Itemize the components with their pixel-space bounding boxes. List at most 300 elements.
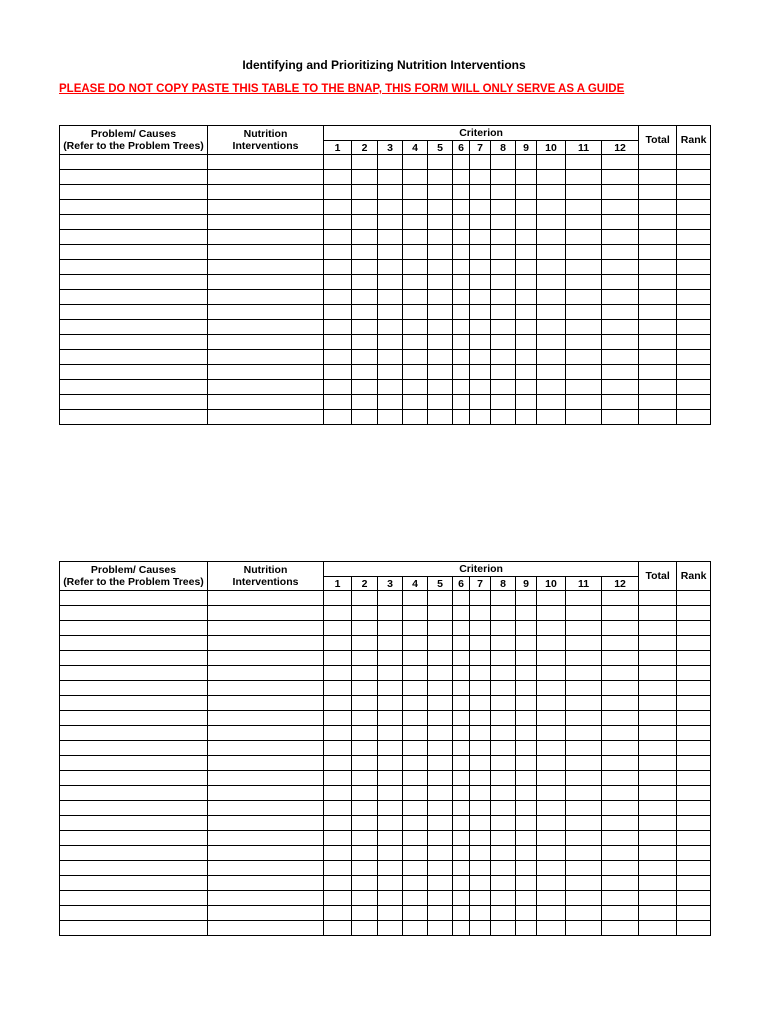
table-cell: [677, 305, 711, 320]
table-cell: [378, 591, 403, 606]
table-cell: [516, 651, 537, 666]
table-cell: [60, 756, 208, 771]
table-cell: [491, 726, 516, 741]
table-cell: [537, 155, 566, 170]
table-cell: [602, 636, 639, 651]
table-cell: [516, 245, 537, 260]
table-cell: [470, 350, 491, 365]
table-cell: [208, 200, 324, 215]
table-cell: [60, 155, 208, 170]
table-row: [60, 711, 711, 726]
criterion-3: 3: [378, 577, 403, 591]
table-cell: [60, 170, 208, 185]
table-cell: [208, 290, 324, 305]
table-cell: [378, 726, 403, 741]
table-cell: [403, 365, 428, 380]
criterion-11: 11: [566, 577, 602, 591]
table-cell: [537, 921, 566, 936]
table-cell: [602, 711, 639, 726]
table-cell: [324, 801, 352, 816]
table-cell: [516, 786, 537, 801]
table-row: [60, 816, 711, 831]
table-cell: [470, 891, 491, 906]
table-cell: [537, 245, 566, 260]
table-cell: [602, 666, 639, 681]
table-cell: [378, 786, 403, 801]
table-cell: [639, 666, 677, 681]
table-cell: [516, 170, 537, 185]
table-cell: [428, 305, 453, 320]
table-cell: [60, 230, 208, 245]
table-cell: [60, 666, 208, 681]
table-cell: [470, 260, 491, 275]
table-cell: [352, 771, 378, 786]
table-cell: [537, 831, 566, 846]
table-cell: [566, 816, 602, 831]
table-cell: [491, 395, 516, 410]
table-cell: [208, 666, 324, 681]
table-cell: [566, 726, 602, 741]
header-problem-causes: [60, 126, 208, 155]
table-cell: [602, 260, 639, 275]
table-cell: [453, 365, 470, 380]
table-cell: [428, 756, 453, 771]
table-cell: [566, 801, 602, 816]
table-cell: [491, 786, 516, 801]
table-cell: [677, 876, 711, 891]
table-cell: [453, 786, 470, 801]
table-cell: [537, 290, 566, 305]
table-cell: [677, 906, 711, 921]
table-row: [60, 591, 711, 606]
table-cell: [403, 636, 428, 651]
table-cell: [602, 320, 639, 335]
table-cell: [378, 185, 403, 200]
table-cell: [352, 816, 378, 831]
table-cell: [677, 831, 711, 846]
table-cell: [453, 621, 470, 636]
table-cell: [208, 215, 324, 230]
table-cell: [491, 696, 516, 711]
table-cell: [516, 756, 537, 771]
table-cell: [639, 335, 677, 350]
table-cell: [324, 350, 352, 365]
criterion-10: 10: [537, 577, 566, 591]
table-row: [60, 801, 711, 816]
table-cell: [453, 185, 470, 200]
table-cell: [428, 365, 453, 380]
header-interventions-line2: Interventions: [232, 576, 299, 588]
table-cell: [403, 591, 428, 606]
criterion-3: 3: [378, 141, 403, 155]
table-cell: [537, 786, 566, 801]
table-cell: [208, 230, 324, 245]
table-cell: [428, 335, 453, 350]
table-cell: [324, 215, 352, 230]
table-cell: [324, 260, 352, 275]
table-cell: [566, 846, 602, 861]
table-cell: [352, 666, 378, 681]
table-cell: [403, 681, 428, 696]
table-cell: [677, 696, 711, 711]
table-cell: [537, 891, 566, 906]
table-cell: [639, 816, 677, 831]
table-cell: [491, 816, 516, 831]
table-cell: [677, 921, 711, 936]
table-cell: [428, 245, 453, 260]
table-cell: [677, 651, 711, 666]
table-cell: [639, 200, 677, 215]
table-cell: [208, 365, 324, 380]
table-cell: [208, 185, 324, 200]
table-cell: [60, 410, 208, 425]
table-cell: [453, 395, 470, 410]
table-cell: [378, 290, 403, 305]
table-cell: [566, 786, 602, 801]
table-cell: [60, 335, 208, 350]
table-cell: [378, 861, 403, 876]
table-cell: [428, 290, 453, 305]
table-cell: [566, 365, 602, 380]
table-cell: [208, 260, 324, 275]
table-cell: [208, 876, 324, 891]
table-cell: [60, 365, 208, 380]
table-cell: [677, 786, 711, 801]
table-cell: [453, 155, 470, 170]
table-cell: [60, 215, 208, 230]
table-cell: [470, 395, 491, 410]
table-cell: [324, 245, 352, 260]
table-cell: [352, 606, 378, 621]
table-cell: [60, 290, 208, 305]
table-cell: [639, 305, 677, 320]
table-cell: [470, 185, 491, 200]
table-cell: [324, 741, 352, 756]
table-cell: [352, 410, 378, 425]
table-cell: [516, 711, 537, 726]
table-cell: [208, 395, 324, 410]
table-cell: [324, 906, 352, 921]
table-row: [60, 365, 711, 380]
table-cell: [516, 696, 537, 711]
table-cell: [453, 305, 470, 320]
table-cell: [491, 290, 516, 305]
table-cell: [60, 350, 208, 365]
table-cell: [428, 801, 453, 816]
table-cell: [60, 696, 208, 711]
criterion-9: 9: [516, 141, 537, 155]
table-cell: [470, 591, 491, 606]
table-cell: [639, 380, 677, 395]
table-cell: [602, 891, 639, 906]
table-cell: [639, 410, 677, 425]
table-cell: [60, 921, 208, 936]
table-cell: [60, 771, 208, 786]
table-cell: [470, 876, 491, 891]
table-cell: [60, 906, 208, 921]
table-cell: [352, 831, 378, 846]
table-cell: [639, 290, 677, 305]
table-cell: [324, 921, 352, 936]
table-row: [60, 666, 711, 681]
table-cell: [677, 726, 711, 741]
table-cell: [491, 921, 516, 936]
table-cell: [352, 245, 378, 260]
table-cell: [566, 155, 602, 170]
table-cell: [677, 245, 711, 260]
table-cell: [537, 876, 566, 891]
criterion-4: 4: [403, 141, 428, 155]
table-row: [60, 335, 711, 350]
table-row: [60, 756, 711, 771]
table-cell: [639, 245, 677, 260]
table-cell: [602, 275, 639, 290]
table-cell: [566, 756, 602, 771]
table-cell: [324, 380, 352, 395]
table-cell: [516, 410, 537, 425]
table-cell: [378, 876, 403, 891]
table-cell: [677, 741, 711, 756]
prioritization-table-2: [59, 561, 711, 936]
table-cell: [566, 215, 602, 230]
copy-warning-notice: PLEASE DO NOT COPY PASTE THIS TABLE TO THE BNAP, THIS FORM WILL ONLY SERVE AS A GUIDE: [59, 83, 625, 95]
table-cell: [453, 801, 470, 816]
table-cell: [60, 320, 208, 335]
table-cell: [639, 756, 677, 771]
table-cell: [453, 170, 470, 185]
table-cell: [566, 711, 602, 726]
table-cell: [403, 921, 428, 936]
table-cell: [378, 666, 403, 681]
table-cell: [324, 786, 352, 801]
table-cell: [378, 801, 403, 816]
table-cell: [403, 696, 428, 711]
table-cell: [324, 651, 352, 666]
table-cell: [516, 726, 537, 741]
criterion-2: 2: [352, 141, 378, 155]
header-interventions-line1: Nutrition: [243, 128, 288, 140]
table-row: [60, 681, 711, 696]
table-cell: [537, 621, 566, 636]
table-cell: [516, 681, 537, 696]
table-cell: [677, 621, 711, 636]
table-cell: [403, 395, 428, 410]
table-cell: [677, 846, 711, 861]
table-cell: [537, 305, 566, 320]
table-cell: [470, 335, 491, 350]
table-row: [60, 861, 711, 876]
table-cell: [491, 275, 516, 290]
table-cell: [516, 921, 537, 936]
table-cell: [566, 741, 602, 756]
table-cell: [208, 410, 324, 425]
table-row: [60, 876, 711, 891]
table-cell: [378, 621, 403, 636]
header-criterion: Criterion: [324, 562, 639, 577]
table-cell: [60, 801, 208, 816]
table-cell: [491, 320, 516, 335]
table-cell: [352, 801, 378, 816]
table-cell: [428, 350, 453, 365]
table-cell: [428, 681, 453, 696]
table-cell: [470, 651, 491, 666]
table-cell: [639, 636, 677, 651]
table-cell: [537, 606, 566, 621]
table-cell: [677, 380, 711, 395]
table-cell: [352, 651, 378, 666]
table-cell: [639, 170, 677, 185]
table-cell: [378, 245, 403, 260]
table-cell: [537, 771, 566, 786]
header-interventions-line1: Nutrition: [243, 564, 288, 576]
table-row: [60, 380, 711, 395]
table-cell: [324, 846, 352, 861]
table-row: [60, 726, 711, 741]
table-cell: [602, 696, 639, 711]
table-cell: [324, 320, 352, 335]
table-cell: [378, 891, 403, 906]
table-cell: [352, 726, 378, 741]
table-cell: [537, 185, 566, 200]
table-cell: [537, 320, 566, 335]
criterion-1: 1: [324, 577, 352, 591]
table-cell: [491, 365, 516, 380]
table-cell: [428, 816, 453, 831]
table-cell: [602, 771, 639, 786]
table-cell: [470, 320, 491, 335]
table-cell: [403, 726, 428, 741]
header-nutrition-interventions: [208, 126, 324, 155]
table-cell: [566, 681, 602, 696]
table-cell: [491, 711, 516, 726]
criterion-11: 11: [566, 141, 602, 155]
table-cell: [566, 591, 602, 606]
table-cell: [352, 681, 378, 696]
table-cell: [324, 621, 352, 636]
table-cell: [352, 290, 378, 305]
table-cell: [566, 651, 602, 666]
table-cell: [491, 681, 516, 696]
table-cell: [470, 621, 491, 636]
table-cell: [378, 831, 403, 846]
table-cell: [352, 365, 378, 380]
table-cell: [403, 155, 428, 170]
table-row: [60, 155, 711, 170]
table-cell: [378, 170, 403, 185]
table-row: [60, 260, 711, 275]
table-cell: [324, 771, 352, 786]
table-cell: [403, 275, 428, 290]
table-cell: [453, 756, 470, 771]
table-cell: [428, 876, 453, 891]
table-cell: [566, 380, 602, 395]
table-cell: [378, 380, 403, 395]
table-cell: [60, 305, 208, 320]
table-cell: [352, 185, 378, 200]
table-cell: [324, 696, 352, 711]
table-cell: [566, 831, 602, 846]
table-cell: [378, 350, 403, 365]
table-cell: [470, 831, 491, 846]
table-cell: [453, 320, 470, 335]
table-cell: [208, 846, 324, 861]
table-cell: [516, 906, 537, 921]
table-cell: [602, 726, 639, 741]
table-cell: [453, 636, 470, 651]
table-cell: [453, 921, 470, 936]
table-cell: [60, 786, 208, 801]
table-cell: [453, 771, 470, 786]
table-cell: [403, 861, 428, 876]
table-cell: [378, 906, 403, 921]
table-cell: [677, 260, 711, 275]
table-cell: [403, 215, 428, 230]
header-problem-causes-line2: (Refer to the Problem Trees): [63, 140, 204, 152]
table-cell: [324, 200, 352, 215]
table-cell: [566, 275, 602, 290]
table-cell: [208, 651, 324, 666]
table-cell: [352, 275, 378, 290]
table-cell: [352, 711, 378, 726]
table-cell: [566, 861, 602, 876]
table-cell: [566, 260, 602, 275]
table-cell: [537, 591, 566, 606]
table-cell: [470, 170, 491, 185]
table-cell: [602, 335, 639, 350]
table-cell: [378, 636, 403, 651]
table-cell: [516, 801, 537, 816]
table-cell: [378, 260, 403, 275]
table-cell: [428, 651, 453, 666]
table-cell: [403, 876, 428, 891]
table-cell: [602, 305, 639, 320]
table-cell: [470, 786, 491, 801]
table-cell: [516, 290, 537, 305]
table-row: [60, 290, 711, 305]
header-total: Total: [639, 126, 677, 155]
criterion-6: 6: [453, 141, 470, 155]
table-cell: [403, 305, 428, 320]
page-title: Identifying and Prioritizing Nutrition Interventions: [242, 58, 526, 72]
table-cell: [677, 395, 711, 410]
table-cell: [428, 320, 453, 335]
table-cell: [470, 696, 491, 711]
table-cell: [324, 636, 352, 651]
table-cell: [566, 185, 602, 200]
table-cell: [639, 876, 677, 891]
table-row: [60, 846, 711, 861]
table-cell: [324, 726, 352, 741]
table-cell: [537, 170, 566, 185]
table-cell: [470, 726, 491, 741]
table-cell: [208, 170, 324, 185]
table-cell: [208, 816, 324, 831]
table-cell: [516, 215, 537, 230]
table-cell: [378, 756, 403, 771]
table-cell: [352, 380, 378, 395]
table-cell: [537, 861, 566, 876]
table-cell: [403, 786, 428, 801]
table-cell: [516, 591, 537, 606]
table-cell: [602, 876, 639, 891]
table-cell: [516, 621, 537, 636]
table-cell: [428, 606, 453, 621]
table-cell: [403, 891, 428, 906]
table-cell: [491, 621, 516, 636]
table-cell: [453, 215, 470, 230]
table-cell: [677, 335, 711, 350]
table-cell: [453, 711, 470, 726]
